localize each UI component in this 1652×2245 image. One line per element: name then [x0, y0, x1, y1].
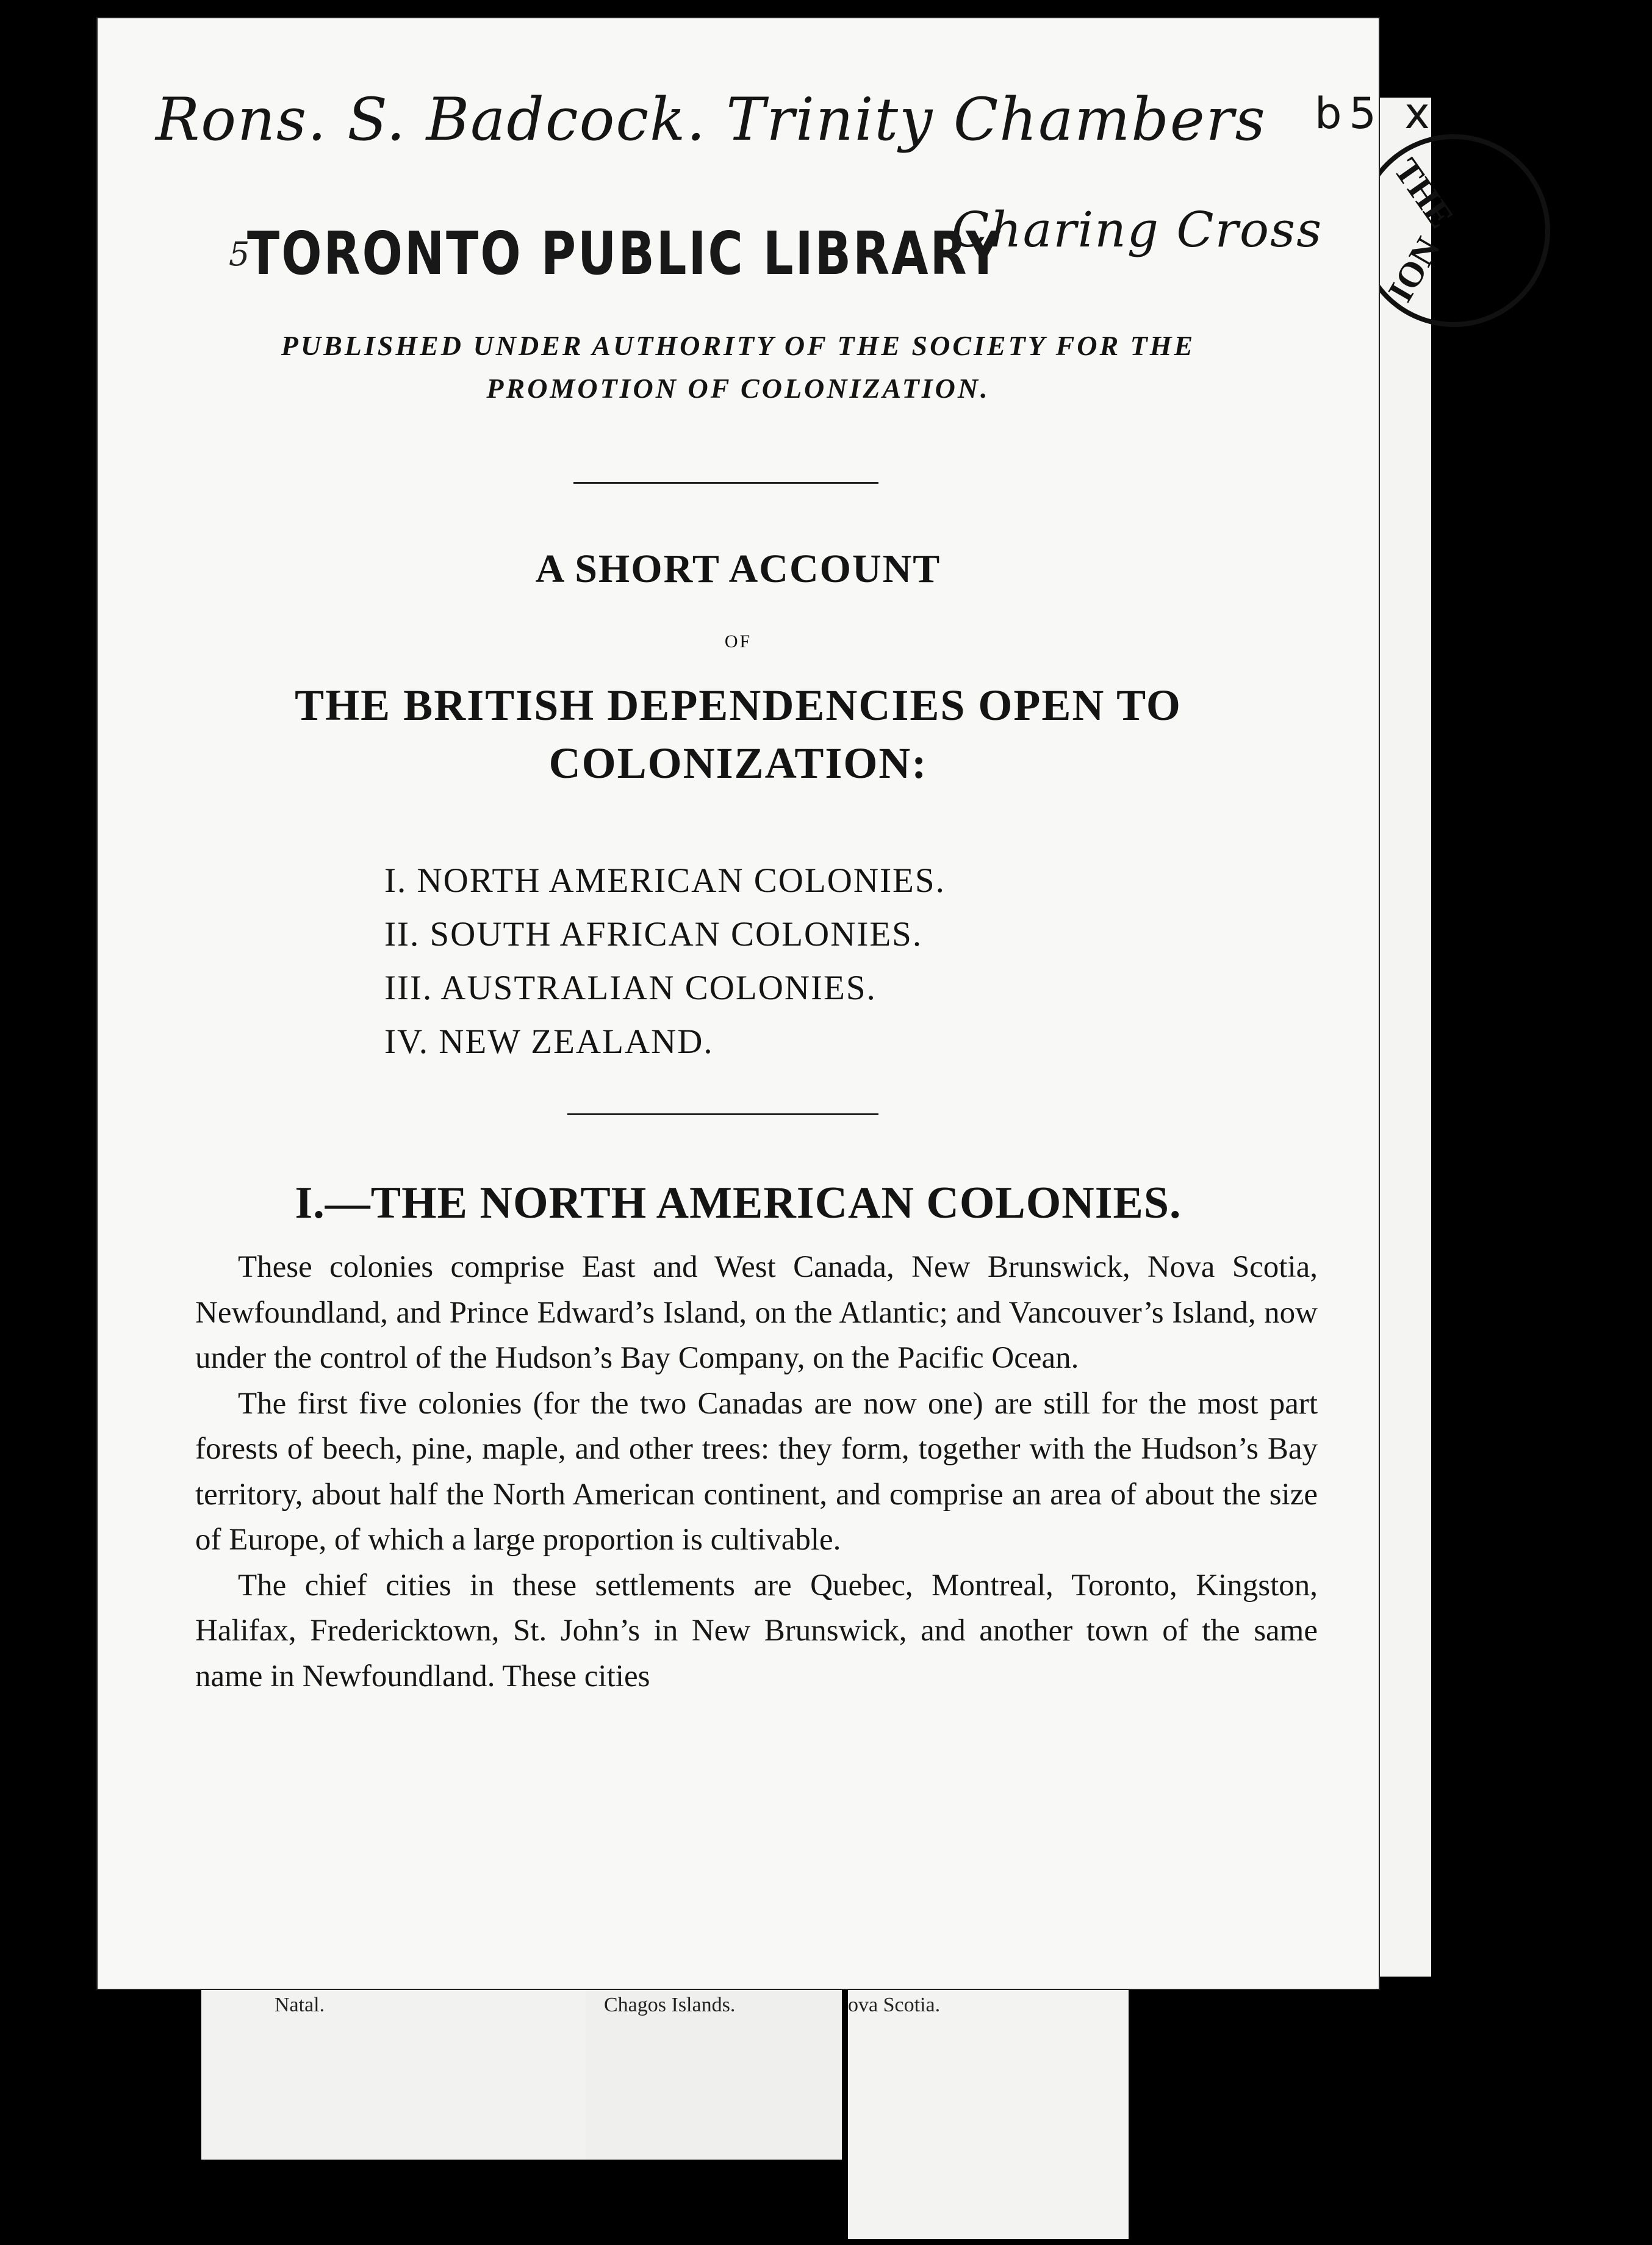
title-line-1: A SHORT ACCOUNT: [535, 547, 941, 591]
divider-rule: [573, 482, 878, 484]
round-library-stamp: [1357, 134, 1550, 327]
title-of: OF: [724, 631, 752, 652]
publisher-line-1: PUBLISHED UNDER AUTHORITY OF THE SOCIETY FOR THE: [281, 330, 1196, 361]
title-line-3: COLONIZATION:: [548, 739, 928, 788]
body-paragraph: The chief cities in these settlements are Quebec, Montreal, Toronto, Kingston, Halifax, Fredericktown, St. John’s in New Brunswick, and another town of the same name in Newfoundland. These cities: [195, 1568, 1318, 1694]
divider-rule: [567, 1113, 878, 1115]
title-line-2: THE BRITISH DEPENDENCIES OPEN TO: [295, 681, 1182, 730]
handwritten-owner-line: Rons. S. Badcock. Trinity Chambers: [156, 85, 1266, 154]
library-ownership-stamp: TORONTO PUBLIC LIBRARY: [247, 220, 1002, 289]
contents-item: IV. NEW ZEALAND.: [384, 1022, 714, 1061]
publisher-line-2: PROMOTION OF COLONIZATION.: [486, 373, 990, 404]
contents-item: II. SOUTH AFRICAN COLONIES.: [384, 915, 923, 954]
contents-list: [384, 854, 946, 1069]
section-heading: I.—THE NORTH AMERICAN COLONIES.: [295, 1178, 1182, 1228]
contents-item: I. NORTH AMERICAN COLONIES.: [384, 861, 946, 900]
title-page: [98, 18, 1437, 1989]
margin-number: 5: [229, 235, 250, 273]
body-text: [195, 1245, 1318, 1699]
handwritten-address-line: Charing Cross: [952, 201, 1323, 258]
body-paragraph: These colonies comprise East and West Canada, New Brunswick, Nova Scotia, Newfoundland, and Prince Edward’s Island, on the Atlantic; and Vancouver’s Island, now under the control of the Hudson’s Bay Company, on the Pacific Ocean.: [195, 1250, 1318, 1375]
underlying-text: Natal.: [275, 1994, 325, 2016]
pencil-corner-mark: b5 x: [1315, 88, 1437, 138]
stamp-text-top: THE: [1386, 151, 1462, 235]
body-paragraph: The first five colonies (for the two Canadas are now one) are still for the most part forests of beech, pine, maple, and other trees: they form, together with the Hudson’s Bay territory, about half the North American continent, and comprise an area of about the size of Europe, of which a large proportion is cultivable.: [195, 1386, 1318, 1557]
underlying-text: ova Scotia.: [848, 1994, 941, 2016]
underlying-sheet-right: [848, 1952, 1129, 2239]
underlying-text: Chagos Islands.: [604, 1994, 736, 2016]
contents-item: III. AUSTRALIAN COLONIES.: [384, 969, 877, 1007]
stamp-text-bottom: ION: [1380, 230, 1448, 309]
